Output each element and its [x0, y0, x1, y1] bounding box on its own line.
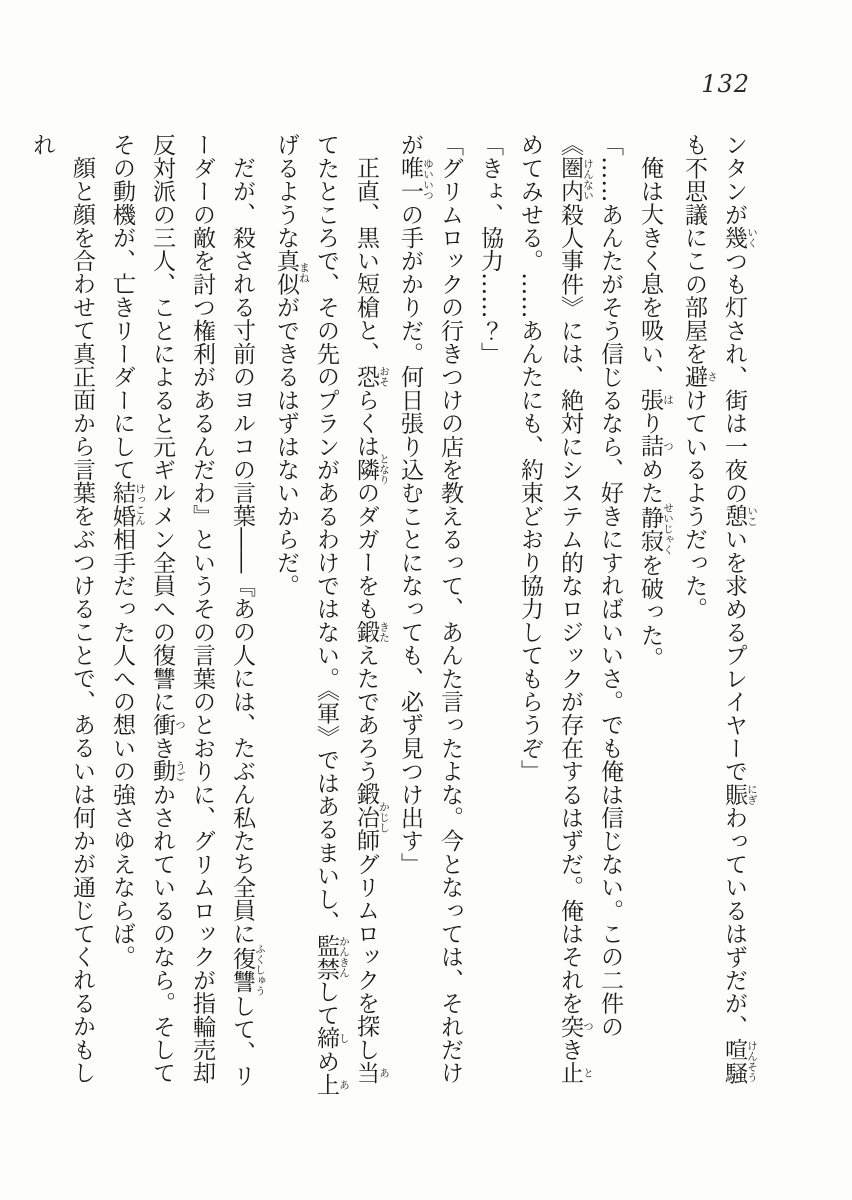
furigana: となり: [378, 453, 390, 485]
ruby-annotated-word: 詰 つ: [637, 434, 674, 458]
paragraph-5: 「グリムロックの行きつけの店を教えるって、あんた言ったよな。今となっては、それだけが唯一 ゆいいつの手がかりだ。何日張り込むことになっても、必ず見つけ出す」: [397, 133, 463, 1085]
ruby-annotated-word: 静寂 せいじゃく: [637, 502, 674, 555]
ruby-annotated-word: 圏内 けんない: [557, 156, 594, 203]
paragraph-7: だが、殺される寸前のヨルコの言葉――『あの人には、たぶん私たち全員に復讐 ふくしゅうして、リーダーの敵を討つ権利があるんだわ』というその言葉のとおりに、グリムロックが指輪売却反対派の三人、ことによると元ギルメン全員への復讐に衝 つき動 うごかされているのなら。そしてその動機が、亡きリーダーにして結婚 けっこん相手だった人への想いの強さゆえならば。: [109, 133, 266, 1088]
furigana: あ: [378, 1060, 390, 1085]
paragraph-8: 顔と顔を合わせて真正面から言葉をぶつけることで、あるいは何かが通じてくれるかもしれ: [29, 133, 95, 1084]
ruby-annotated-word: 鍛冶師 かじし: [353, 782, 390, 853]
furigana: いく: [746, 225, 758, 249]
ruby-annotated-word: 止 と: [557, 1061, 594, 1085]
paragraph-6: 正直、黒い短槍と、恐 おそらくは隣 となりのダガーをも鍛 きたえたであろう鍛冶師 かじしグリムロックを探し当 あてたところで、その先のプランがあるわけではない。《軍》ではあるまいし、監禁 かんきんして締 しめ上 あげるような真似 まねができるはずはないからだ。: [273, 133, 390, 1096]
ruby-annotated-word: 張 は: [637, 388, 674, 412]
ruby-annotated-word: 突 つ: [557, 1014, 594, 1038]
ruby-annotated-word: 唯一 ゆいいつ: [397, 156, 434, 203]
ruby-annotated-word: 恐 おそ: [353, 364, 390, 389]
ruby-annotated-word: 喧騒 けんそう: [721, 1037, 758, 1085]
ruby-annotated-word: 鍛 きた: [353, 620, 390, 644]
furigana: は: [662, 388, 674, 412]
furigana: おそ: [378, 364, 390, 388]
ruby-annotated-word: 憩 いこ: [721, 504, 758, 528]
furigana: ゆいいつ: [422, 156, 434, 203]
ruby-annotated-word: 真似 まね: [273, 249, 310, 296]
furigana: し: [338, 1026, 350, 1050]
paragraph-3: 「……あんたがそう信じるなら、好きにすればいいさ。でも俺は信じない。この二件の《圏内 けんない殺人事件》には、絶対にシステム的なロジックが存在するはずだ。俺はそれを突 つき止 とめてみせる。……あんたにも、約束どおり協力してもらうぞ」: [517, 133, 623, 1085]
furigana: うご: [174, 759, 186, 783]
furigana: かんきん: [338, 933, 350, 980]
furigana: さ: [706, 365, 718, 389]
ruby-annotated-word: 隣 となり: [353, 453, 390, 485]
furigana: つ: [662, 434, 674, 458]
furigana: けんそう: [746, 1037, 758, 1085]
furigana: ふくしゅう: [254, 943, 266, 996]
text-block: [22, 133, 758, 1105]
ruby-annotated-word: 結婚 けっこん: [109, 481, 146, 528]
ruby-annotated-word: 復讐 ふくしゅう: [229, 943, 266, 996]
paragraph-2: 俺は大きく息を吸い、張 はり詰 つめた静寂 せいじゃくを破った。: [637, 156, 674, 670]
furigana: けんない: [582, 156, 594, 203]
ruby-annotated-word: 上 あ: [313, 1072, 350, 1096]
furigana: つ: [582, 1014, 594, 1038]
furigana: にぎ: [746, 782, 758, 806]
furigana: つ: [174, 713, 186, 737]
paragraph-1: ンタンが幾 いくつも灯され、街は一夜の憩 いこいを求めるプレイヤーで賑 にぎわっているはずだが、喧騒 けんそうも不思議にこの部屋を避 さけているようだった。: [681, 133, 758, 1085]
ruby-annotated-word: 動 うご: [149, 759, 186, 783]
furigana: まね: [298, 249, 310, 296]
ruby-annotated-word: 衝 つ: [149, 713, 186, 737]
ruby-annotated-word: 幾 いく: [721, 225, 758, 250]
furigana: いこ: [746, 504, 758, 528]
furigana: かじし: [378, 782, 390, 853]
furigana: きた: [378, 620, 390, 644]
ruby-annotated-word: 賑 にぎ: [721, 782, 758, 806]
furigana: けっこん: [134, 481, 146, 528]
page-number: 132: [701, 70, 750, 98]
paragraph-4: 「きょ、協力……？」: [477, 133, 503, 365]
ruby-annotated-word: 避 さ: [681, 365, 718, 389]
ruby-annotated-word: 監禁 かんきん: [313, 933, 350, 980]
furigana: と: [582, 1061, 594, 1085]
furigana: せいじゃく: [662, 502, 674, 555]
ruby-annotated-word: 当 あ: [353, 1060, 390, 1085]
ruby-annotated-word: 締 し: [313, 1026, 350, 1050]
furigana: あ: [338, 1072, 350, 1096]
